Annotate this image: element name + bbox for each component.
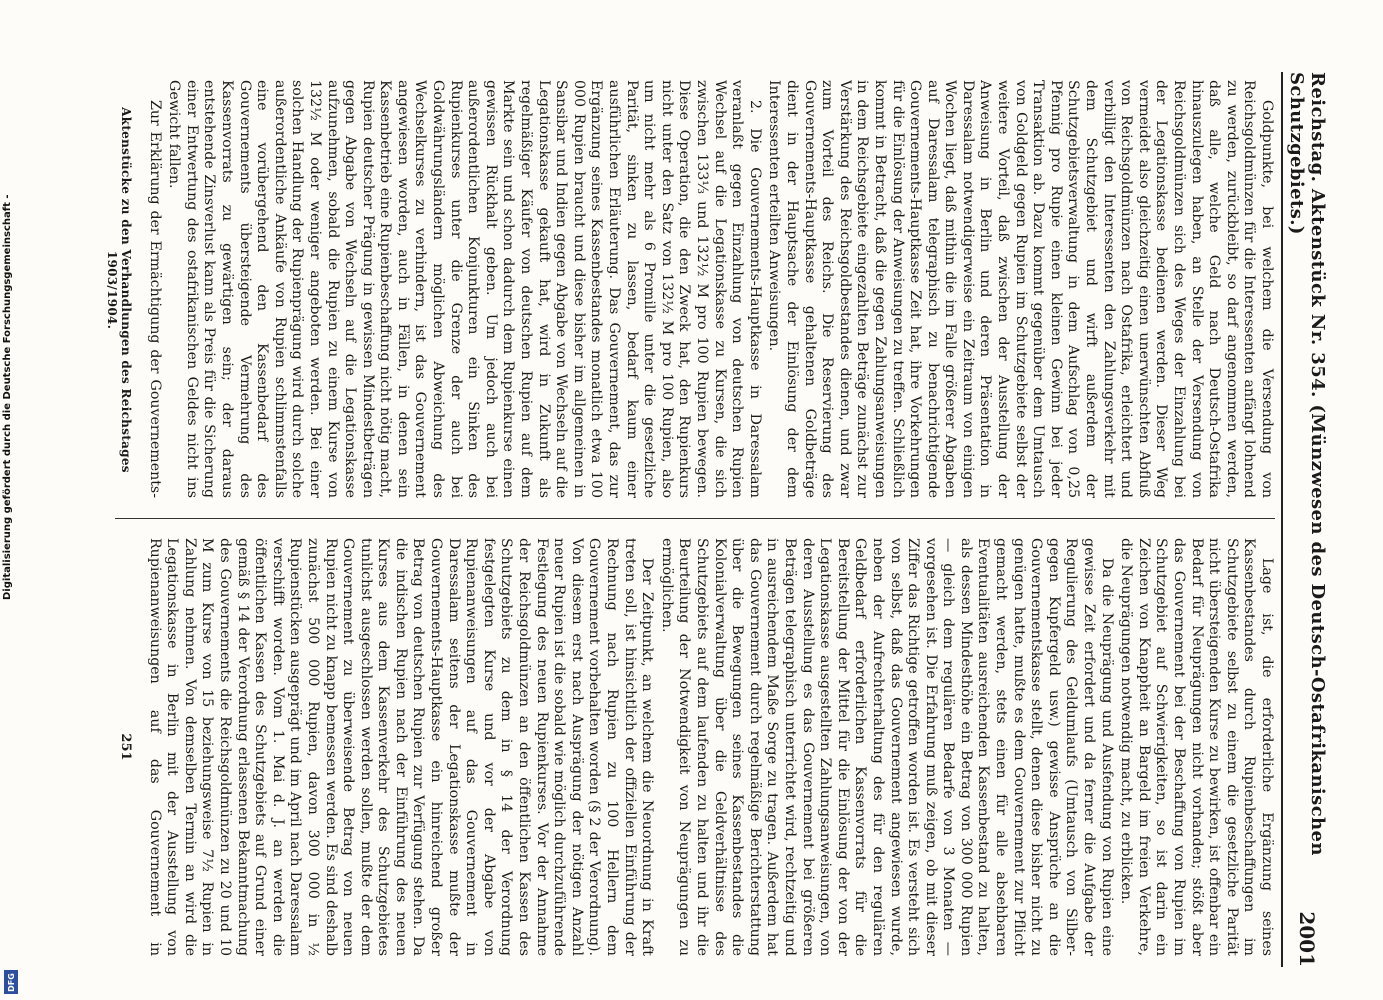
page-number: 2001 <box>1295 911 1319 967</box>
header-rule <box>1281 72 1283 967</box>
running-title: Reichstag. Aktenstück Nr. 354. (Münzwesen des Deutsch-Ostafrikanischen Schutzgebiets.) <box>1286 72 1328 856</box>
right-column <box>145 538 1275 956</box>
paragraph: Der Zeitpunkt, an welchem die Neuordnung in Kraft treten soll, ist hinsichtlich der offiziellen Einführung der Rechnung nach Rupien zu 100 Hellern dem Gouvernement vorbehalten worden (§ 2 der Verordnung). Von diesem erst nach Ausprägung der nötigen Anzahl neuer Rupien ist die sobald wie möglich durchzuführende Festlegung des neuen Rupienkurses. Vor der Annahme der Reichsgoldmünzen an den öffentlichen Kassen des Schutzgebiets zu dem in § 14 der Verordnung festgelegten Kurse und vor der Abgabe von Rupienanweisungen auf das Gouvernement in Daressalam seitens der Legationskasse mußte der Gouvernements-Hauptkasse ein hinreichend großer Betrag von deutschen Rupien zur Verfügung stehen. Da die indischen Rupien nach der Einführung des neuen Kurses aus dem Kassenverkehr des Schutzgebietes tunlichst ausgeschlossen werden sollen, mußte der dem Gouvernement zu überweisende Betrag von neuen Rupien nicht zu knapp bemessen werden. Es sind deshalb zunächst 500 000 Rupien, davon 300 000 in ½ Rupienstücken ausgeprägt und im April nach Daressalam verschifft worden. Vom 1. Mai d. J. an werden die öffentlichen Kassen des Schutzgebiets auf Grund einer gemäß § 14 der Verordnung erlassenen Bekanntmachung des Gouvernements die Reichsgoldmünzen zu 20 und 10 M zum Kurse von 15 beziehungsweise 7½ Rupien in Zahlung nehmen. Von demselben Termin an wird die Legationskasse in Berlin mit der Ausstellung von Rupienanweisungen auf das Gouvernement in <box>146 538 656 956</box>
column-divider <box>115 518 1275 519</box>
paragraph: Goldpunkte, bei welchem die Versendung von Reichsgoldmünzen für die Interessenten anfängt lohnend zu werden, zurückbleibt, so darf angenommen werden, daß alle, welche Geld nach Deutsch-Ostafrika hinauszulegen haben, an Stelle der Versendung von Reichsgoldmünzen sich des Weges der Einzahlung bei der Legationskasse bedienen werden. Dieser Weg vermeidet also gleichzeitig einen unerwünschten Abfluß von Reichsgoldmünzen nach Ostafrika, erleichtert und verbilligt den Interessenten den Zahlungsverkehr mit dem Schutzgebiet und wirft außerdem der Schutzgebietsverwaltung in dem Aufschlag von 0,25 Pfennig pro Rupie einen kleinen Gewinn bei jeder Transaktion ab. Dazu kommt gegenüber dem Umtausch von Goldgeld gegen Rupien im Schutzgebiete selbst der weitere Vorteil, daß zwischen der Ausstellung der Anweisung in Berlin und deren Präsentation in Daressalam notwendigerweise ein Zeitraum von einigen Wochen liegt, daß mithin die im Falle größerer Abgaben auf Daressalam telegraphisch zu benachrichtigende Gouvernements-Hauptkasse Zeit hat, ihre Vorkehrungen für die Einlösung der Anweisungen zu treffen. Schließlich kommt in Betracht, daß die gegen Zahlungsanweisungen in dem Reichsgebiete eingezahlten Beträge zunächst zur Verstärkung des Reichsgoldbestandes dienen, und zwar zum Vorteil des Reichs. Die Reservierung des Gouvernements-Hauptkasse gehaltenen Goldbeträge dient in der Hauptsache der Einlösung der dem Interessenten erteilten Anweisungen. <box>766 80 1275 498</box>
paragraph: Lage ist, die erforderliche Ergänzung seines Kassenbestandes durch Rupienbeschaffungen im Schutzgebiete selbst zu einem die gesetzliche Parität nicht übersteigenden Kurse zu bewirken, ist offenbar ein Bedarf für Neuprägungen nicht vorhanden; stößt aber das Gouvernement bei der Beschaffung von Rupien im Schutzgebiet auf Schwierigkeiten, so ist darin ein Zeichen von Knappheit an Bargeld im freien Verkehre, die Neuprägungen notwendig macht, zu erblicken. <box>1118 538 1275 956</box>
paragraph: Zur Erklärung der Ermächtigung der Gouvernements- <box>146 100 163 498</box>
paragraph: 2. Die Gouvernements-Hauptkasse in Daressalam veranlaßt gegen Einzahlung von deutschen Rupien Wechsel auf die Legationskasse zu Kursen, die sich zwischen 133⅓ und 132½ M pro 100 Rupien bewegen. Diese Operation, die den Zweck hat, den Rupienkurs nicht unter den Satz von 132½ M pro 100 Rupien, also um nicht mehr als 6 Promille unter die gesetzliche Parität, sinken zu lassen, bedarf kaum einer ausführlichen Erläuterung. Das Gouvernement, das zur Ergänzung seines Kassenbestandes monatlich etwa 100 000 Rupien braucht und diese bisher im allgemeinen in Sansibar und Indien gegen Abgabe von Wechseln auf die Legationskasse gekauft hat, wird in Zukunft als regelmäßiger Käufer von deutschen Rupien auf dem Markte sein und schon dadurch dem Rupienkurse einen gewissen Rückhalt geben. Um jedoch auch bei außerordentlichen Konjunkturen ein Sinken des Rupienkurses unter die Grenze der auch bei Goldwährungsländern möglichen Abweichung des Wechselkurses zu verhindern, ist das Gouvernement angewiesen worden, auch in Fällen, in denen sein Kassenbetrieb eine Rupienbeschaffung nicht nötig macht, Rupien deutscher Prägung in gewissen Mindestbeträgen gegen Abgabe von Wechseln auf die Legationskasse aufzunehmen, sobald die Rupien zu einem Kurse von 132½ M oder weniger angeboten werden. Bei einer solchen Handlung der Rupienprägung wird durch solche außerordentliche Ankäufe von Rupien schlimmstenfalls eine vorübergehend den Kassenbedarf des Gouvernements übersteigende Vermehrung des Kassenvorrats zu gewärtigen sein; der daraus entstehende Zinsverlust kann als Preis für die Sicherung einer Entwertung des ostafrikanischen Geldes nicht ins Gewicht fallen. <box>166 80 763 498</box>
digitization-credit: Digitalisierung gefördert durch die Deutsche Forschungsgemeinschaft - <box>2 194 13 600</box>
left-column <box>145 80 1275 498</box>
page-header <box>1283 72 1331 967</box>
footer-citation: Aktenstücke zu den Verhandlungen des Reichstages 1903/1904. <box>105 107 133 473</box>
paragraph: Da die Neuprägung und Ausfendung von Rupien eine gewisse Zeit erfordert und da ferner die Aufgabe der Regulierung des Geldumlaufs (Umtausch von Silber- gegen Kupfergeld usw.) gewisse Ansprüche an die Gouvernementskasse stellt, denen diese bisher nicht zu genügen hatte, mußte es dem Gouvernement zur Pflicht gemacht werden, stets einen für alle absehbaren Eventualitäten ausreichenden Kassenbestand zu halten, als dessen Mindesthöhe ein Betrag von 300 000 Rupien — gleich dem regulären Bedarfe von 3 Monaten — vorgesehen ist. Die Erfahrung muß zeigen, ob mit dieser Ziffer das Richtige getroffen worden ist. Es versteht sich von selbst, daß das Gouvernement angewiesen wurde, neben der Aufrechterhaltung des für den regulären Geldbedarf erforderlichen Kassenvorrats für die Bereitstellung der Mittel für die Einlösung der von der Legationskasse ausgestellten Zahlungsanweisungen, von deren Ausstellung es das Gouvernement bei größeren Beträgen telegraphisch unterrichtet wird, rechtzeitig und in ausreichendem Maße Sorge zu tragen. Außerdem hat das Gouvernement durch regelmäßige Berichterstattung über die Bewegungen seines Kassenbestandes die Kolonialverwaltung über die Geldverhältnisse des Schutzgebiets auf dem laufenden zu halten und ihr die Beurteilung der Notwendigkeit von Neuprägungen zu ermöglichen. <box>658 538 1115 956</box>
footer-page-number: 251 <box>118 733 133 761</box>
dfg-logo-icon: DFG <box>4 970 18 994</box>
